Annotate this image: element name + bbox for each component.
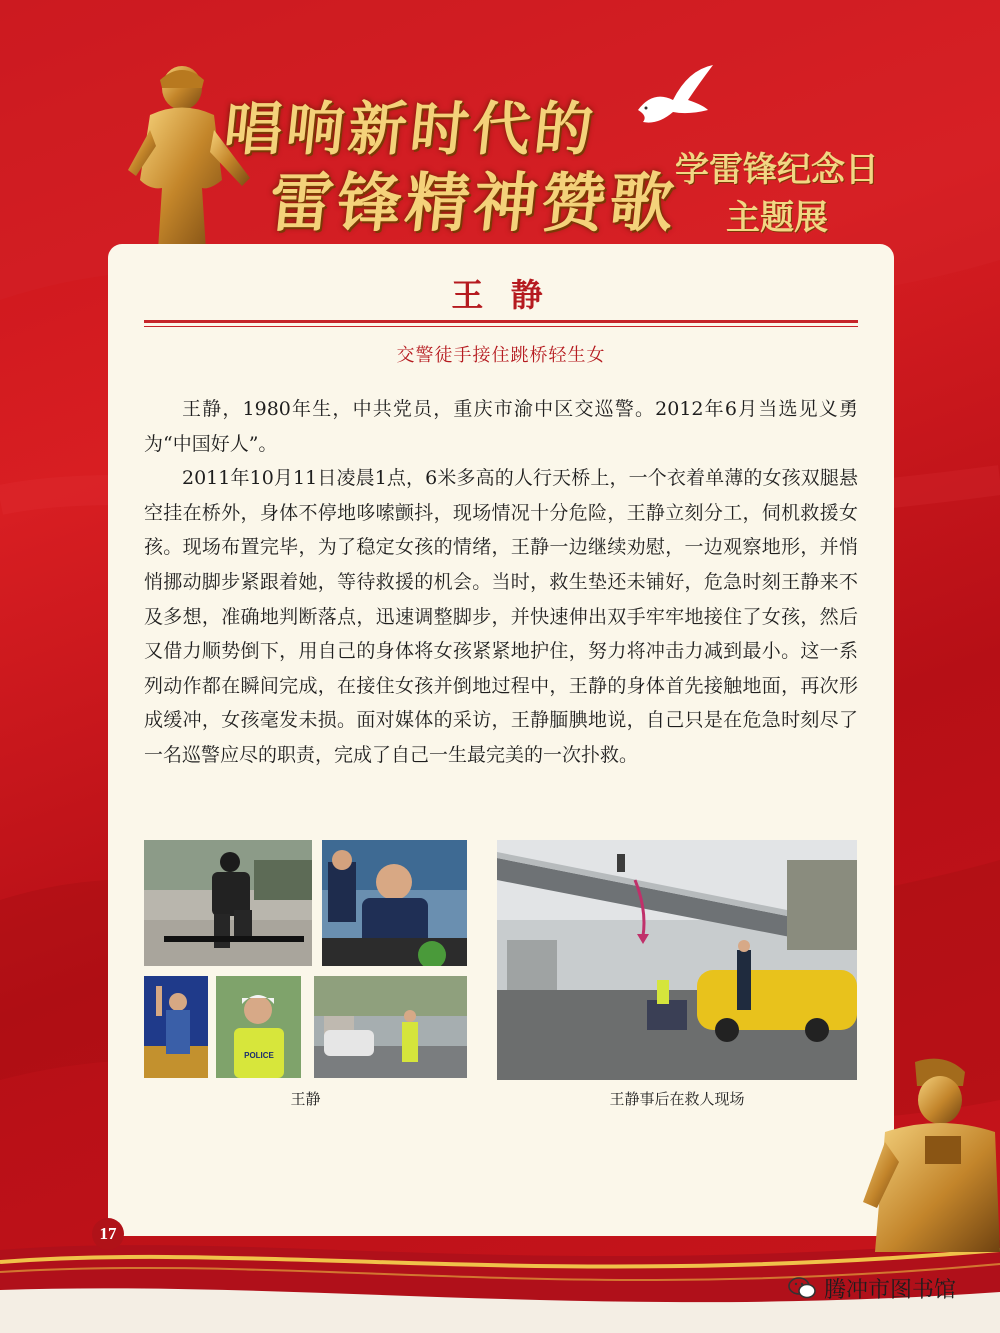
title-divider-thin <box>144 326 858 327</box>
photo-traffic-duty <box>314 976 467 1078</box>
photo-officer-desk <box>322 840 467 966</box>
paragraph-2: 2011年10月11日凌晨1点，6米多高的人行天桥上，一个衣着单薄的女孩双腿悬空挂在桥外，身体不停地哆嗦颤抖，现场情况十分危险，王静立刻分工，伺机救援女孩。现场布置完毕，为了稳定女孩的情绪，王静一边继续劝慰，一边观察地形，并悄悄挪动脚步紧跟着她，等待救援的机会。当时，救生垫还未铺好，危急时刻王静来不及多想，准确地判断落点，迅速调整脚步，并快速伸出双手牢牢地接住了女孩，然后又借力顺势倒下，用自己的身体将女孩紧紧地护住，努力将冲击力减到最小。这一系列动作都在瞬间完成，在接住女孩并倒地过程中，王静的身体首先接触地面，再次形成缓冲，女孩毫发未损。面对媒体的采访，王静腼腆地说，自己只是在危急时刻尽了一名巡警应尽的职责，完成了自己一生最完美的一次扑救。 <box>144 467 858 766</box>
article-headline: 交警徒手接住跳桥轻生女 <box>396 345 606 366</box>
library-watermark <box>788 1270 988 1306</box>
watermark-text: 腾冲市图书馆 <box>824 1276 957 1302</box>
photo-swat-officer <box>144 840 312 966</box>
main-title-line-2: 雷锋精神赞歌 <box>265 166 682 241</box>
right-photo-caption: 王静事后在救人现场 <box>609 1091 745 1108</box>
dove-icon <box>618 60 718 130</box>
paragraph-1: 王静，1980年生，中共党员，重庆市渝中区交巡警。2012年6月当选见义勇为“中国好人”。 <box>144 398 858 455</box>
subtitle-line-1: 学雷锋纪念日 <box>675 150 879 190</box>
lei-feng-bust-illustration <box>855 1052 1000 1252</box>
police-vest-label: POLICE <box>244 1051 274 1060</box>
left-photo-caption: 王静 <box>290 1091 321 1108</box>
person-name: 王 静 <box>451 276 551 314</box>
photo-rescue-scene <box>497 840 857 1080</box>
article-body <box>144 392 858 773</box>
content-card <box>108 244 894 1236</box>
photo-honor-ceremony <box>144 976 208 1078</box>
title-divider <box>144 320 858 323</box>
wechat-icon <box>788 1276 816 1300</box>
photo-traffic-police-portrait <box>216 976 301 1078</box>
main-title-line-1: 唱响新时代的 <box>220 95 601 163</box>
subtitle-line-2: 主题展 <box>726 198 828 238</box>
page-number: 17 <box>92 1218 124 1250</box>
